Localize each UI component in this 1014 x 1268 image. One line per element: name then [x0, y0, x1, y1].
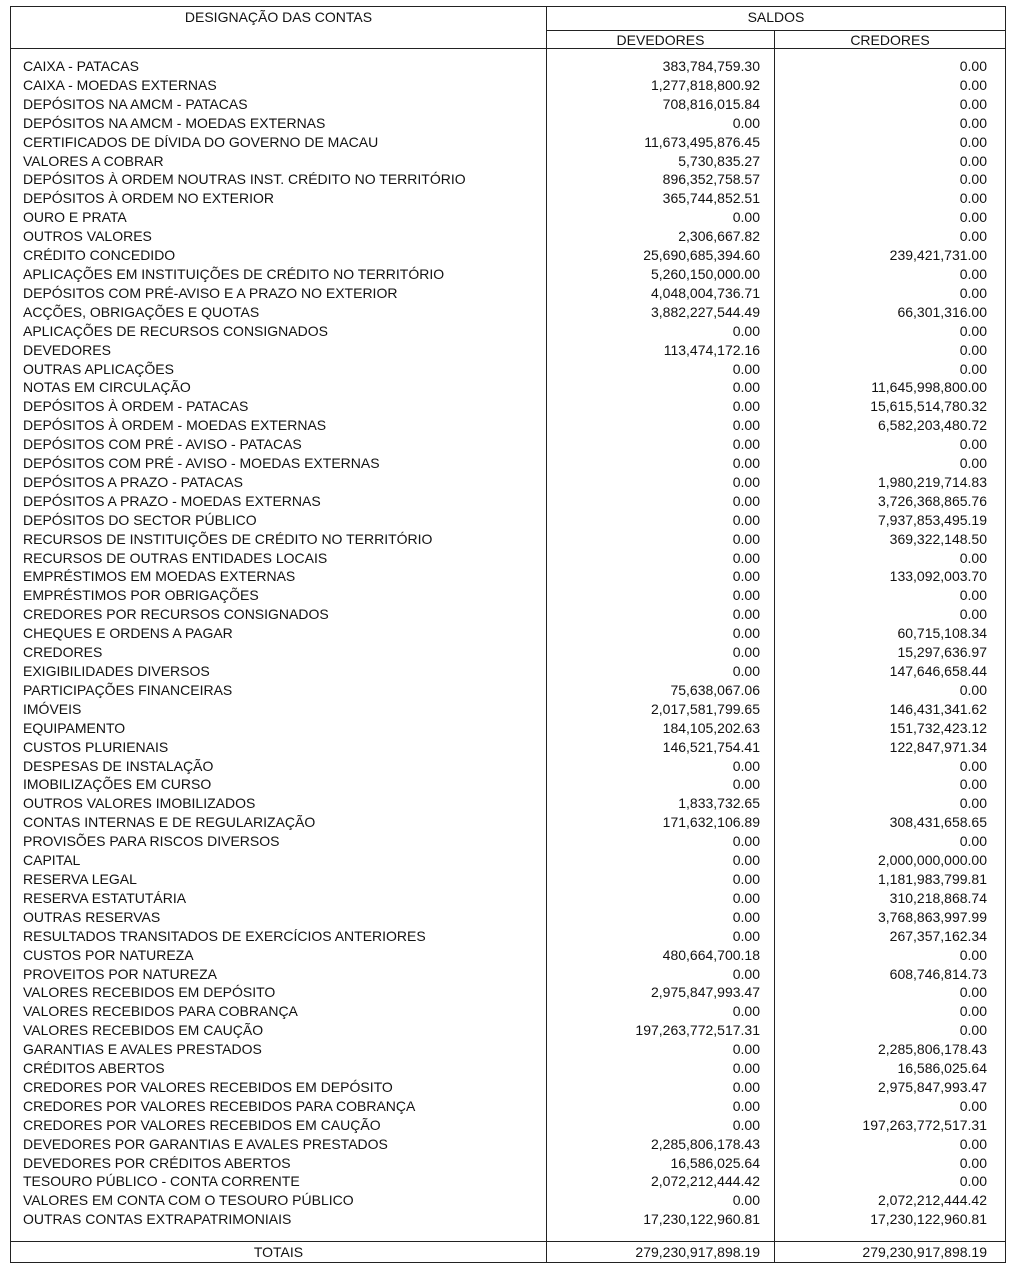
account-name-cell: ACÇÕES, OBRIGAÇÕES E QUOTAS	[11, 303, 547, 322]
table-row	[11, 397, 1006, 416]
credit-cell: 1,181,983,799.81	[775, 870, 1006, 889]
credit-cell: 0.00	[775, 794, 1006, 813]
table-row	[11, 1210, 1006, 1233]
credit-cell: 369,322,148.50	[775, 530, 1006, 549]
credit-cell: 310,218,868.74	[775, 889, 1006, 908]
credit-cell: 0.00	[775, 1002, 1006, 1021]
account-name-cell: OUTRAS RESERVAS	[11, 908, 547, 927]
debit-cell: 0.00	[547, 624, 775, 643]
debit-cell: 0.00	[547, 549, 775, 568]
account-name-cell: RESERVA LEGAL	[11, 870, 547, 889]
table-row	[11, 473, 1006, 492]
trial-balance-sheet	[10, 6, 1005, 1263]
debit-cell: 0.00	[547, 908, 775, 927]
account-name-cell: CRÉDITOS ABERTOS	[11, 1059, 547, 1078]
credit-cell: 0.00	[775, 133, 1006, 152]
debit-cell: 0.00	[547, 1116, 775, 1135]
debit-cell: 0.00	[547, 1002, 775, 1021]
account-name-cell: VALORES RECEBIDOS PARA COBRANÇA	[11, 1002, 547, 1021]
table-row	[11, 757, 1006, 776]
debit-cell: 0.00	[547, 492, 775, 511]
account-name-cell: DEPÓSITOS COM PRÉ - AVISO - PATACAS	[11, 435, 547, 454]
credit-cell: 239,421,731.00	[775, 246, 1006, 265]
table-row	[11, 284, 1006, 303]
table-row	[11, 889, 1006, 908]
table-row	[11, 133, 1006, 152]
credit-cell: 0.00	[775, 208, 1006, 227]
credit-column-header: CREDORES	[775, 31, 1006, 49]
table-row	[11, 1078, 1006, 1097]
account-name-cell: DEPÓSITOS A PRAZO - PATACAS	[11, 473, 547, 492]
debit-cell: 171,632,106.89	[547, 813, 775, 832]
table-row	[11, 208, 1006, 227]
debit-cell: 184,105,202.63	[547, 719, 775, 738]
table-row	[11, 832, 1006, 851]
table-row	[11, 227, 1006, 246]
credit-cell: 7,937,853,495.19	[775, 511, 1006, 530]
debit-cell: 0.00	[547, 473, 775, 492]
credit-cell: 0.00	[775, 586, 1006, 605]
table-row	[11, 1021, 1006, 1040]
table-row	[11, 189, 1006, 208]
table-row	[11, 681, 1006, 700]
credit-cell: 2,975,847,993.47	[775, 1078, 1006, 1097]
table-row	[11, 114, 1006, 133]
credit-cell: 60,715,108.34	[775, 624, 1006, 643]
table-row	[11, 983, 1006, 1002]
debit-cell: 2,285,806,178.43	[547, 1135, 775, 1154]
header-row-1	[11, 7, 1006, 31]
totals-row	[11, 1242, 1006, 1263]
debit-cell: 0.00	[547, 322, 775, 341]
account-name-cell: NOTAS EM CIRCULAÇÃO	[11, 378, 547, 397]
account-name-cell: EXIGIBILIDADES DIVERSOS	[11, 662, 547, 681]
totals-label: TOTAIS	[11, 1242, 547, 1263]
table-row	[11, 170, 1006, 189]
debit-cell: 0.00	[547, 1078, 775, 1097]
account-name-cell: EMPRÉSTIMOS EM MOEDAS EXTERNAS	[11, 567, 547, 586]
table-row	[11, 738, 1006, 757]
account-name-cell: DEPÓSITOS NA AMCM - PATACAS	[11, 95, 547, 114]
debit-cell: 0.00	[547, 397, 775, 416]
account-name-cell: CERTIFICADOS DE DÍVIDA DO GOVERNO DE MACAU	[11, 133, 547, 152]
debit-cell: 75,638,067.06	[547, 681, 775, 700]
totals-credit: 279,230,917,898.19	[775, 1242, 1006, 1263]
account-name-cell: DEPÓSITOS A PRAZO - MOEDAS EXTERNAS	[11, 492, 547, 511]
credit-cell: 0.00	[775, 76, 1006, 95]
debit-cell: 17,230,122,960.81	[547, 1210, 775, 1233]
debit-cell: 0.00	[547, 889, 775, 908]
debit-cell: 0.00	[547, 416, 775, 435]
account-name-cell: IMÓVEIS	[11, 700, 547, 719]
debit-cell: 0.00	[547, 1191, 775, 1210]
debit-cell: 0.00	[547, 605, 775, 624]
table-row	[11, 1002, 1006, 1021]
account-name-cell: RECURSOS DE INSTITUIÇÕES DE CRÉDITO NO TERRITÓRIO	[11, 530, 547, 549]
debit-cell: 0.00	[547, 530, 775, 549]
credit-cell: 0.00	[775, 605, 1006, 624]
credit-cell: 11,645,998,800.00	[775, 378, 1006, 397]
account-name-cell: DEPÓSITOS NA AMCM - MOEDAS EXTERNAS	[11, 114, 547, 133]
account-name-cell: EQUIPAMENTO	[11, 719, 547, 738]
account-name-cell: VALORES RECEBIDOS EM DEPÓSITO	[11, 983, 547, 1002]
debit-cell: 197,263,772,517.31	[547, 1021, 775, 1040]
debit-cell: 0.00	[547, 757, 775, 776]
debit-cell: 0.00	[547, 435, 775, 454]
credit-cell: 0.00	[775, 49, 1006, 76]
account-name-cell: CREDORES POR VALORES RECEBIDOS PARA COBRANÇA	[11, 1097, 547, 1116]
credit-cell: 0.00	[775, 549, 1006, 568]
credit-cell: 0.00	[775, 435, 1006, 454]
account-name-cell: APLICAÇÕES DE RECURSOS CONSIGNADOS	[11, 322, 547, 341]
table-row	[11, 624, 1006, 643]
credit-cell: 0.00	[775, 341, 1006, 360]
account-name-cell: APLICAÇÕES EM INSTITUIÇÕES DE CRÉDITO NO TERRITÓRIO	[11, 265, 547, 284]
account-name-cell: VALORES A COBRAR	[11, 152, 547, 171]
account-name-cell: CAIXA - MOEDAS EXTERNAS	[11, 76, 547, 95]
account-column-header: DESIGNAÇÃO DAS CONTAS	[11, 7, 547, 49]
debit-cell: 0.00	[547, 965, 775, 984]
debit-cell: 113,474,172.16	[547, 341, 775, 360]
table-row	[11, 662, 1006, 681]
account-name-cell: EMPRÉSTIMOS POR OBRIGAÇÕES	[11, 586, 547, 605]
account-name-cell: OUTRAS CONTAS EXTRAPATRIMONIAIS	[11, 1210, 547, 1233]
credit-cell: 133,092,003.70	[775, 567, 1006, 586]
table-row	[11, 851, 1006, 870]
debit-cell: 0.00	[547, 832, 775, 851]
debit-cell: 708,816,015.84	[547, 95, 775, 114]
credit-cell: 197,263,772,517.31	[775, 1116, 1006, 1135]
credit-cell: 0.00	[775, 1021, 1006, 1040]
account-name-cell: CREDORES POR VALORES RECEBIDOS EM CAUÇÃO	[11, 1116, 547, 1135]
debit-cell: 146,521,754.41	[547, 738, 775, 757]
table-row	[11, 76, 1006, 95]
credit-cell: 0.00	[775, 322, 1006, 341]
debit-cell: 3,882,227,544.49	[547, 303, 775, 322]
debit-cell: 0.00	[547, 360, 775, 379]
credit-cell: 0.00	[775, 454, 1006, 473]
credit-cell: 2,285,806,178.43	[775, 1040, 1006, 1059]
table-row	[11, 530, 1006, 549]
credit-cell: 0.00	[775, 95, 1006, 114]
account-name-cell: CRÉDITO CONCEDIDO	[11, 246, 547, 265]
debit-cell: 0.00	[547, 511, 775, 530]
credit-cell: 0.00	[775, 757, 1006, 776]
debit-cell: 0.00	[547, 851, 775, 870]
table-row	[11, 700, 1006, 719]
debit-cell: 0.00	[547, 870, 775, 889]
account-name-cell: DEPÓSITOS COM PRÉ - AVISO - MOEDAS EXTERNAS	[11, 454, 547, 473]
debit-cell: 1,833,732.65	[547, 794, 775, 813]
account-name-cell: OUTROS VALORES	[11, 227, 547, 246]
credit-cell: 3,768,863,997.99	[775, 908, 1006, 927]
account-name-cell: OUTROS VALORES IMOBILIZADOS	[11, 794, 547, 813]
account-name-cell: CONTAS INTERNAS E DE REGULARIZAÇÃO	[11, 813, 547, 832]
account-name-cell: DEPÓSITOS DO SECTOR PÚBLICO	[11, 511, 547, 530]
credit-cell: 0.00	[775, 152, 1006, 171]
table-row	[11, 265, 1006, 284]
table-body-spacer	[11, 1233, 1006, 1242]
account-name-cell: PROVISÕES PARA RISCOS DIVERSOS	[11, 832, 547, 851]
debit-cell: 0.00	[547, 643, 775, 662]
debit-cell: 0.00	[547, 1059, 775, 1078]
table-row	[11, 908, 1006, 927]
debit-cell: 25,690,685,394.60	[547, 246, 775, 265]
table-row	[11, 246, 1006, 265]
table-row	[11, 549, 1006, 568]
debit-cell: 0.00	[547, 586, 775, 605]
account-name-cell: CUSTOS PLURIENAIS	[11, 738, 547, 757]
credit-cell: 0.00	[775, 1097, 1006, 1116]
credit-cell: 0.00	[775, 983, 1006, 1002]
credit-cell: 0.00	[775, 1154, 1006, 1173]
account-name-cell: DEPÓSITOS COM PRÉ-AVISO E A PRAZO NO EXTERIOR	[11, 284, 547, 303]
table-row	[11, 49, 1006, 76]
table-row	[11, 435, 1006, 454]
debit-cell: 5,730,835.27	[547, 152, 775, 171]
debit-cell: 5,260,150,000.00	[547, 265, 775, 284]
debit-cell: 0.00	[547, 114, 775, 133]
credit-cell: 16,586,025.64	[775, 1059, 1006, 1078]
credit-cell: 0.00	[775, 832, 1006, 851]
table-row	[11, 1116, 1006, 1135]
spacer-cell	[547, 1233, 775, 1242]
account-name-cell: CREDORES	[11, 643, 547, 662]
table-row	[11, 1135, 1006, 1154]
account-name-cell: DEVEDORES POR CRÉDITOS ABERTOS	[11, 1154, 547, 1173]
account-name-cell: CUSTOS POR NATUREZA	[11, 946, 547, 965]
account-name-cell: PARTICIPAÇÕES FINANCEIRAS	[11, 681, 547, 700]
account-name-cell: CREDORES POR RECURSOS CONSIGNADOS	[11, 605, 547, 624]
debit-cell: 896,352,758.57	[547, 170, 775, 189]
debit-cell: 16,586,025.64	[547, 1154, 775, 1173]
account-name-cell: DEPÓSITOS À ORDEM - MOEDAS EXTERNAS	[11, 416, 547, 435]
account-name-cell: DEVEDORES POR GARANTIAS E AVALES PRESTADOS	[11, 1135, 547, 1154]
debit-cell: 0.00	[547, 378, 775, 397]
credit-cell: 0.00	[775, 681, 1006, 700]
table-row	[11, 813, 1006, 832]
table-body	[11, 49, 1006, 1242]
table-row	[11, 1154, 1006, 1173]
table-row	[11, 605, 1006, 624]
table-row	[11, 1097, 1006, 1116]
account-name-cell: RESULTADOS TRANSITADOS DE EXERCÍCIOS ANTERIORES	[11, 927, 547, 946]
debit-cell: 0.00	[547, 208, 775, 227]
balance-table	[10, 6, 1006, 1263]
debit-cell: 2,306,667.82	[547, 227, 775, 246]
account-name-cell: CHEQUES E ORDENS A PAGAR	[11, 624, 547, 643]
table-row	[11, 775, 1006, 794]
debit-cell: 0.00	[547, 1040, 775, 1059]
debit-cell: 0.00	[547, 662, 775, 681]
account-name-cell: DEPÓSITOS À ORDEM - PATACAS	[11, 397, 547, 416]
balances-group-header: SALDOS	[547, 7, 1006, 31]
credit-cell: 0.00	[775, 265, 1006, 284]
table-row	[11, 643, 1006, 662]
table-row	[11, 454, 1006, 473]
spacer-cell	[775, 1233, 1006, 1242]
credit-cell: 308,431,658.65	[775, 813, 1006, 832]
account-name-cell: VALORES RECEBIDOS EM CAUÇÃO	[11, 1021, 547, 1040]
account-name-cell: CAPITAL	[11, 851, 547, 870]
credit-cell: 147,646,658.44	[775, 662, 1006, 681]
debit-cell: 480,664,700.18	[547, 946, 775, 965]
table-row	[11, 95, 1006, 114]
account-name-cell: DEPÓSITOS À ORDEM NO EXTERIOR	[11, 189, 547, 208]
debit-cell: 2,017,581,799.65	[547, 700, 775, 719]
table-row	[11, 511, 1006, 530]
account-name-cell: DEPÓSITOS À ORDEM NOUTRAS INST. CRÉDITO NO TERRITÓRIO	[11, 170, 547, 189]
debit-cell: 365,744,852.51	[547, 189, 775, 208]
debit-column-header: DEVEDORES	[547, 31, 775, 49]
credit-cell: 1,980,219,714.83	[775, 473, 1006, 492]
credit-cell: 66,301,316.00	[775, 303, 1006, 322]
account-name-cell: IMOBILIZAÇÕES EM CURSO	[11, 775, 547, 794]
debit-cell: 2,975,847,993.47	[547, 983, 775, 1002]
account-name-cell: PROVEITOS POR NATUREZA	[11, 965, 547, 984]
account-name-cell: OURO E PRATA	[11, 208, 547, 227]
table-row	[11, 360, 1006, 379]
credit-cell: 267,357,162.34	[775, 927, 1006, 946]
table-row	[11, 586, 1006, 605]
credit-cell: 0.00	[775, 946, 1006, 965]
credit-cell: 0.00	[775, 360, 1006, 379]
credit-cell: 0.00	[775, 227, 1006, 246]
debit-cell: 2,072,212,444.42	[547, 1172, 775, 1191]
credit-cell: 151,732,423.12	[775, 719, 1006, 738]
credit-cell: 0.00	[775, 284, 1006, 303]
debit-cell: 1,277,818,800.92	[547, 76, 775, 95]
credit-cell: 15,297,636.97	[775, 643, 1006, 662]
debit-cell: 383,784,759.30	[547, 49, 775, 76]
table-row	[11, 946, 1006, 965]
credit-cell: 6,582,203,480.72	[775, 416, 1006, 435]
table-row	[11, 303, 1006, 322]
table-row	[11, 870, 1006, 889]
table-row	[11, 378, 1006, 397]
debit-cell: 4,048,004,736.71	[547, 284, 775, 303]
table-row	[11, 719, 1006, 738]
account-name-cell: TESOURO PÚBLICO - CONTA CORRENTE	[11, 1172, 547, 1191]
table-row	[11, 1172, 1006, 1191]
credit-cell: 0.00	[775, 1172, 1006, 1191]
totals-debit: 279,230,917,898.19	[547, 1242, 775, 1263]
account-name-cell: RECURSOS DE OUTRAS ENTIDADES LOCAIS	[11, 549, 547, 568]
account-name-cell: DESPESAS DE INSTALAÇÃO	[11, 757, 547, 776]
credit-cell: 0.00	[775, 1135, 1006, 1154]
debit-cell: 0.00	[547, 1097, 775, 1116]
table-row	[11, 1191, 1006, 1210]
credit-cell: 0.00	[775, 189, 1006, 208]
credit-cell: 146,431,341.62	[775, 700, 1006, 719]
credit-cell: 122,847,971.34	[775, 738, 1006, 757]
table-row	[11, 1059, 1006, 1078]
account-name-cell: OUTRAS APLICAÇÕES	[11, 360, 547, 379]
credit-cell: 3,726,368,865.76	[775, 492, 1006, 511]
credit-cell: 2,000,000,000.00	[775, 851, 1006, 870]
account-name-cell: CREDORES POR VALORES RECEBIDOS EM DEPÓSITO	[11, 1078, 547, 1097]
table-row	[11, 794, 1006, 813]
debit-cell: 0.00	[547, 775, 775, 794]
credit-cell: 17,230,122,960.81	[775, 1210, 1006, 1233]
table-row	[11, 1040, 1006, 1059]
table-row	[11, 152, 1006, 171]
credit-cell: 0.00	[775, 170, 1006, 189]
table-row	[11, 341, 1006, 360]
table-row	[11, 965, 1006, 984]
account-name-cell: GARANTIAS E AVALES PRESTADOS	[11, 1040, 547, 1059]
account-name-cell: RESERVA ESTATUTÁRIA	[11, 889, 547, 908]
credit-cell: 15,615,514,780.32	[775, 397, 1006, 416]
spacer-cell	[11, 1233, 547, 1242]
table-row	[11, 567, 1006, 586]
debit-cell: 11,673,495,876.45	[547, 133, 775, 152]
table-row	[11, 492, 1006, 511]
debit-cell: 0.00	[547, 567, 775, 586]
credit-cell: 608,746,814.73	[775, 965, 1006, 984]
account-name-cell: VALORES EM CONTA COM O TESOURO PÚBLICO	[11, 1191, 547, 1210]
account-name-cell: DEVEDORES	[11, 341, 547, 360]
debit-cell: 0.00	[547, 927, 775, 946]
credit-cell: 2,072,212,444.42	[775, 1191, 1006, 1210]
table-row	[11, 416, 1006, 435]
account-name-cell: CAIXA - PATACAS	[11, 49, 547, 76]
debit-cell: 0.00	[547, 454, 775, 473]
credit-cell: 0.00	[775, 775, 1006, 794]
credit-cell: 0.00	[775, 114, 1006, 133]
table-row	[11, 927, 1006, 946]
table-row	[11, 322, 1006, 341]
